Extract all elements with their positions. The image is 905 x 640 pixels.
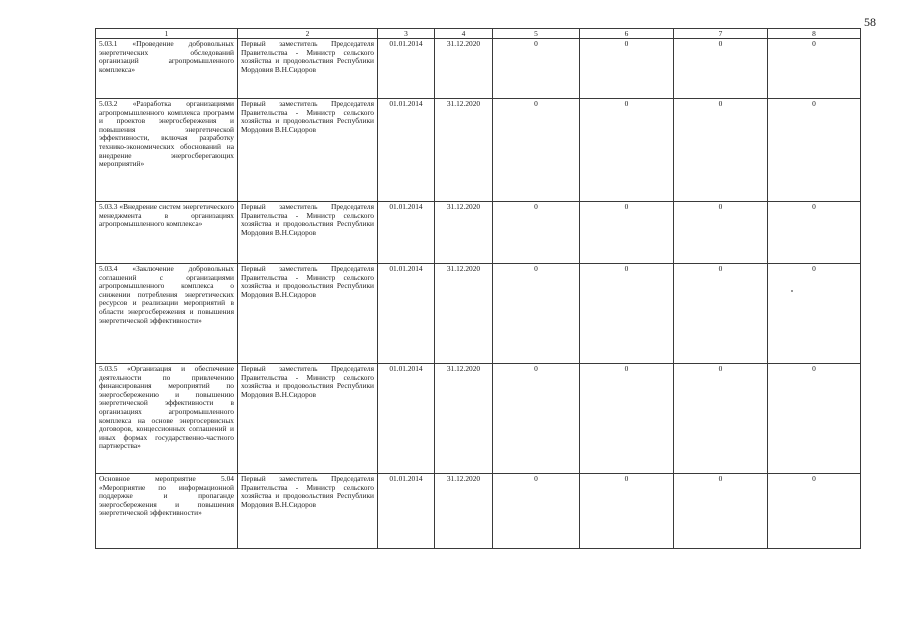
- value-cell: 0: [674, 264, 768, 364]
- value-cell: 0: [580, 39, 674, 99]
- end-date-cell: 31.12.2020: [435, 474, 493, 549]
- table-row: [96, 99, 861, 202]
- value-cell: 0: [580, 202, 674, 264]
- executor-cell: Первый заместитель Председателя Правительства - Министр сельского хозяйства и продовольствия Республики Мордовия В.Н.Сидоров: [238, 202, 378, 264]
- executor-cell: Первый заместитель Председателя Правительства - Министр сельского хозяйства и продовольствия Республики Мордовия В.Н.Сидоров: [238, 39, 378, 99]
- value-cell: 0: [580, 99, 674, 202]
- table-row: [96, 264, 861, 364]
- executor-cell: Первый заместитель Председателя Правительства - Министр сельского хозяйства и продовольствия Республики Мордовия В.Н.Сидоров: [238, 364, 378, 474]
- value-cell: 0: [674, 364, 768, 474]
- activity-cell: Основное мероприятие 5.04 «Мероприятие по информационной поддержке и пропаганде энергосбережения и повышения энергетической эффективности»: [96, 474, 238, 549]
- table-row: [96, 364, 861, 474]
- table-row: [96, 39, 861, 99]
- activity-cell: 5.03.4 «Заключение добровольных соглашений с организациями агропромышленного комплекса о снижении потребления энергетических ресурсов и реализации мероприятий в области энергосбережения и повышения энергетической эффективности»: [96, 264, 238, 364]
- value-cell: 0: [768, 364, 861, 474]
- value-cell: 0: [674, 474, 768, 549]
- column-header: 7: [674, 29, 768, 39]
- value-cell: 0: [768, 99, 861, 202]
- value-cell: 0: [493, 39, 580, 99]
- start-date-cell: 01.01.2014: [378, 364, 435, 474]
- value-cell: 0: [674, 99, 768, 202]
- executor-cell: Первый заместитель Председателя Правительства - Министр сельского хозяйства и продовольствия Республики Мордовия В.Н.Сидоров: [238, 264, 378, 364]
- executor-cell: Первый заместитель Председателя Правительства - Министр сельского хозяйства и продовольствия Республики Мордовия В.Н.Сидоров: [238, 99, 378, 202]
- page-number: 58: [864, 15, 876, 29]
- value-cell: 0: [674, 39, 768, 99]
- start-date-cell: 01.01.2014: [378, 264, 435, 364]
- column-number-row: [96, 29, 861, 39]
- end-date-cell: 31.12.2020: [435, 264, 493, 364]
- column-header: 8: [768, 29, 861, 39]
- column-header: 3: [378, 29, 435, 39]
- start-date-cell: 01.01.2014: [378, 202, 435, 264]
- value-cell: 0: [768, 202, 861, 264]
- start-date-cell: 01.01.2014: [378, 474, 435, 549]
- value-cell: 0: [580, 474, 674, 549]
- value-cell: 0: [493, 264, 580, 364]
- activity-cell: 5.03.3 «Внедрение систем энергетического менеджмента в организациях агропромышленного комплекса»: [96, 202, 238, 264]
- value-cell: 0: [674, 202, 768, 264]
- value-cell: 0: [768, 264, 861, 364]
- column-header: 2: [238, 29, 378, 39]
- table-row: [96, 202, 861, 264]
- start-date-cell: 01.01.2014: [378, 99, 435, 202]
- end-date-cell: 31.12.2020: [435, 364, 493, 474]
- value-cell: 0: [493, 364, 580, 474]
- value-cell: 0: [768, 39, 861, 99]
- executor-cell: Первый заместитель Председателя Правительства - Министр сельского хозяйства и продовольствия Республики Мордовия В.Н.Сидоров: [238, 474, 378, 549]
- activity-cell: 5.03.2 «Разработка организациями агропромышленного комплекса программ и проектов энергосбережения и повышения энергетической эффективности, включая разработку технико-экономических обоснований на внедрение энергосберегающих мероприятий»: [96, 99, 238, 202]
- column-header: 4: [435, 29, 493, 39]
- column-header: 6: [580, 29, 674, 39]
- activity-cell: 5.03.5 «Организация и обеспечение деятельности по привлечению финансирования мероприятий по энергосбережению и повышению энергетической эффективности в организациях агропромышленного комплекса на основе энергосервисных договоров, концессионных соглашений и иных формах государственно-частного партнерства»: [96, 364, 238, 474]
- value-cell: 0: [580, 364, 674, 474]
- end-date-cell: 31.12.2020: [435, 202, 493, 264]
- value-cell: 0: [493, 474, 580, 549]
- activity-cell: 5.03.1 «Проведение добровольных энергетических обследований организаций агропромышленного комплекса»: [96, 39, 238, 99]
- value-cell: 0: [580, 264, 674, 364]
- table-row: [96, 474, 861, 549]
- column-header: 5: [493, 29, 580, 39]
- value-cell: 0: [493, 202, 580, 264]
- start-date-cell: 01.01.2014: [378, 39, 435, 99]
- value-cell: 0: [768, 474, 861, 549]
- program-activities-table: [95, 28, 861, 549]
- end-date-cell: 31.12.2020: [435, 99, 493, 202]
- column-header: 1: [96, 29, 238, 39]
- value-cell: 0: [493, 99, 580, 202]
- scan-speck: [791, 290, 793, 292]
- end-date-cell: 31.12.2020: [435, 39, 493, 99]
